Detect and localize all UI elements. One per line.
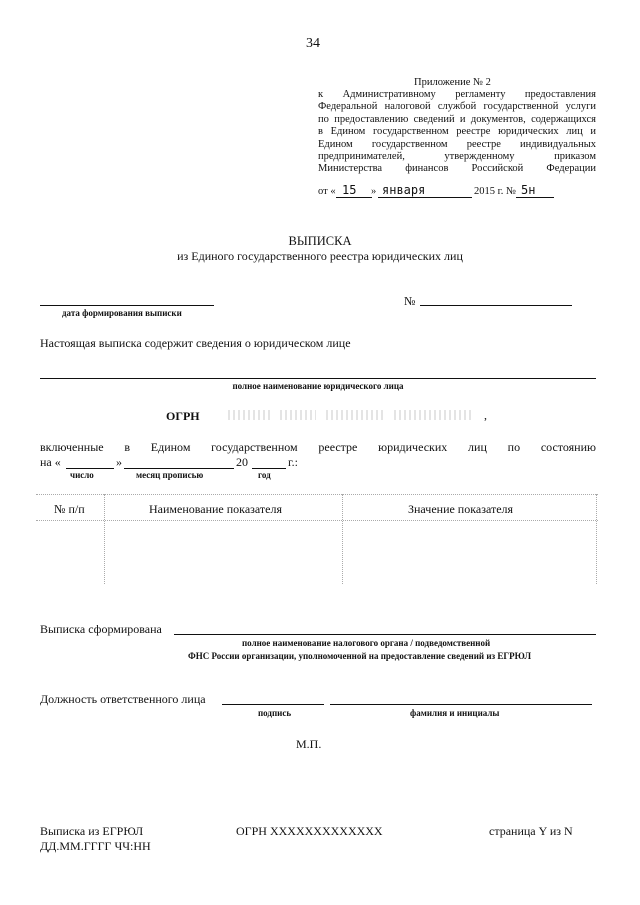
appendix-line: к Административному регламенту предоставления — [318, 89, 596, 100]
intro-text: Настоящая выписка содержит сведения о юридическом лице — [40, 336, 351, 350]
footer-left-title: Выписка из ЕГРЮЛ — [40, 824, 144, 838]
table-col-divider — [104, 494, 105, 584]
formation-date-field[interactable] — [40, 305, 214, 306]
included-word: включенные — [40, 440, 104, 454]
date-year-suffix: г.: — [288, 455, 298, 469]
date-month-field[interactable] — [124, 468, 234, 469]
table-col-name: Наименование показателя — [149, 502, 282, 516]
footer-page: страница Y из N — [489, 824, 573, 838]
ogrn-digits-redacted — [228, 410, 272, 420]
ogrn-digits-redacted — [280, 410, 316, 420]
statement-number-field[interactable] — [420, 305, 572, 306]
included-word: реестре — [318, 440, 358, 454]
stamp-label: М.П. — [296, 737, 322, 751]
formation-date-caption: дата формирования выписки — [62, 308, 182, 318]
order-day: 15 — [342, 183, 357, 197]
ogrn-label: ОГРН — [166, 409, 200, 423]
formed-caption-1: полное наименование налогового органа / подведомственной — [242, 638, 491, 648]
appendix-line: Едином государственном реестре индивидуальных — [318, 138, 596, 150]
formed-label: Выписка сформирована — [40, 622, 162, 636]
tax-authority-field[interactable] — [174, 634, 596, 635]
ogrn-digits-redacted — [326, 410, 386, 420]
date-day-field[interactable] — [66, 468, 114, 469]
legal-entity-name-field[interactable] — [40, 378, 596, 379]
appendix-text — [318, 89, 596, 176]
footer-left-datetime: ДД.ММ.ГГГГ ЧЧ:НН — [40, 839, 151, 853]
order-mid: » — [371, 186, 377, 197]
date-year-prefix: 20 — [236, 455, 248, 469]
ogrn-digits-redacted — [394, 410, 474, 420]
order-month: января — [382, 183, 426, 197]
document-title: ВЫПИСКА — [288, 234, 352, 248]
footer-ogrn: ОГРН XXXXXXXXXXXXX — [236, 824, 383, 838]
number-label: № — [404, 294, 416, 308]
full-name-field[interactable] — [330, 704, 592, 705]
included-word: лиц — [468, 440, 487, 454]
date-prefix: на « — [40, 455, 61, 469]
date-year-field[interactable] — [252, 468, 286, 469]
table-col-divider — [596, 494, 597, 584]
included-word: состоянию — [540, 440, 596, 454]
appendix-title: Приложение № 2 — [414, 77, 491, 88]
table-border-top — [36, 494, 598, 495]
appendix-line: предпринимателей, утвержденному приказом — [318, 151, 596, 163]
appendix-line: Федеральной налоговой службой государственной услуги — [318, 101, 596, 113]
date-mid: » — [116, 455, 122, 469]
included-word: по — [507, 440, 521, 454]
table-col-value: Значение показателя — [408, 502, 514, 516]
table-col-divider — [342, 494, 343, 584]
order-year: 2015 г. № — [474, 186, 517, 197]
appendix-line: в Едином государственном реестре юридических лиц и — [318, 126, 596, 138]
included-word: юридических — [378, 440, 448, 454]
included-word: Едином — [150, 440, 191, 454]
formed-caption-2: ФНС России организации, уполномоченной на предоставление сведений из ЕГРЮЛ — [188, 651, 532, 661]
included-word: государственном — [211, 440, 298, 454]
signature-field[interactable] — [222, 704, 324, 705]
legal-entity-name-caption: полное наименование юридического лица — [232, 381, 404, 391]
caption-day: число — [70, 470, 94, 480]
order-prefix: от « — [318, 186, 336, 197]
caption-year: год — [258, 470, 271, 480]
caption-month: месяц прописью — [136, 470, 204, 480]
included-text — [40, 440, 596, 455]
page-number: 34 — [306, 36, 320, 51]
table-header-divider — [36, 520, 598, 521]
order-number: 5н — [521, 183, 536, 197]
ogrn-suffix: , — [484, 408, 487, 422]
name-caption: фамилия и инициалы — [410, 708, 500, 718]
appendix-line: по предоставлению сведений и документов, содержащихся — [318, 113, 596, 125]
order-date-line — [318, 184, 578, 202]
document-subtitle: из Единого государственного реестра юридических лиц — [177, 249, 463, 263]
official-label: Должность ответственного лица — [40, 692, 206, 706]
table-col-num: № п/п — [54, 502, 85, 516]
included-word: в — [124, 440, 131, 454]
data-table — [36, 494, 598, 590]
signature-caption: подпись — [258, 708, 292, 718]
appendix-line: Министерства финансов Российской Федерации — [318, 163, 596, 175]
